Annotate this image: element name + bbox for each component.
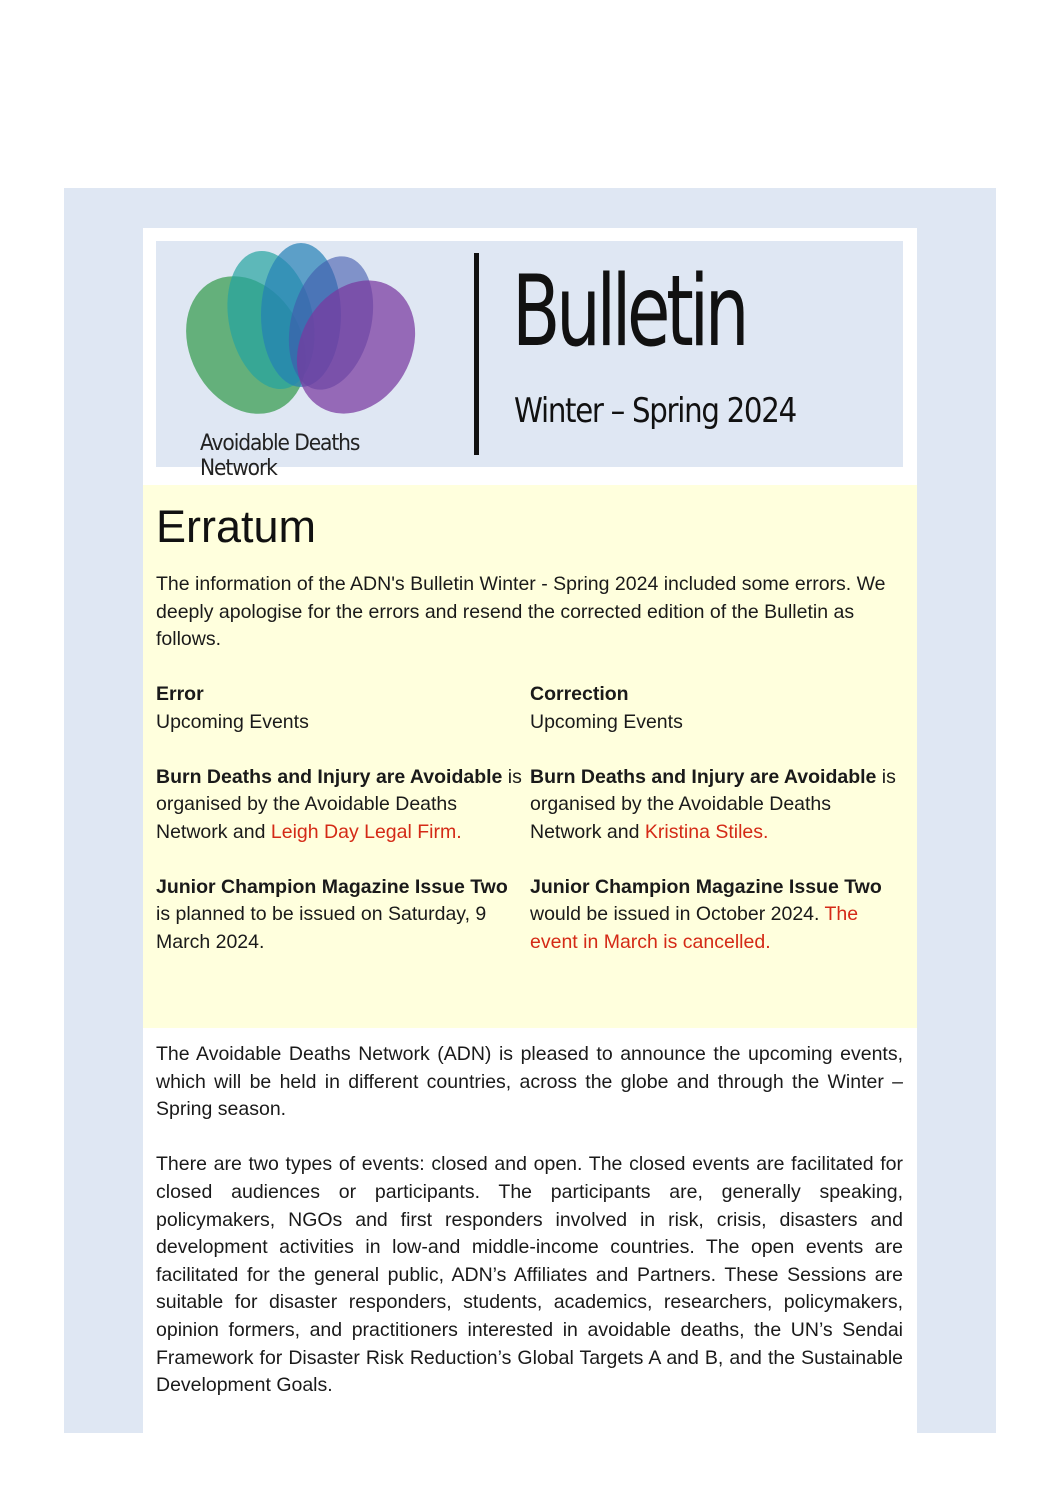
body-paragraph-1: The Avoidable Deaths Network (ADN) is pleased to announce the upcoming events, which will be held in different countries, across the globe and through the Winter – Spring season. [156, 1043, 903, 1121]
erratum-box [143, 485, 917, 1028]
correction-item-magazine: Junior Champion Magazine Issue Two would be issued in October 2024. The event in March is cancelled. [530, 875, 882, 953]
banner-divider [474, 253, 479, 455]
error-column [156, 681, 526, 984]
error-item-magazine: Junior Champion Magazine Issue Two is planned to be issued on Saturday, 9 March 2024. [156, 875, 508, 953]
article-body [156, 1041, 903, 1427]
error-heading: Error [156, 683, 204, 705]
correction-cancel-note: The event in March is cancelled. [530, 903, 859, 953]
bulletin-title: Bulletin [512, 255, 746, 369]
error-section: Upcoming Events [156, 710, 309, 733]
correction-column [530, 681, 900, 984]
adn-logo-petals-icon [176, 245, 436, 430]
bulletin-subtitle: Winter – Spring 2024 [514, 391, 796, 431]
logo-wordmark: Avoidable Deaths Network [200, 431, 360, 481]
erratum-heading: Erratum [156, 501, 317, 552]
erratum-intro: The information of the ADN's Bulletin Winter - Spring 2024 included some errors. We deeply apologise for the errors and resend the corrected edition of the Bulletin as follows. [156, 573, 886, 650]
correction-heading: Correction [530, 683, 629, 705]
body-paragraph-2: There are two types of events: closed and open. The closed events are facilitated for closed audiences or participants. The participants are, generally speaking, policymakers, NGOs and first responders involved in risk, crisis, disasters and development activities in low-and middle-income countries. The open events are facilitated for the general public, ADN’s Affiliates and Partners. These Sessions are suitable for disaster responders, students, academics, researchers, policymakers, opinion formers, and practitioners interested in avoidable deaths, the UN’s Sendai Framework for Disaster Risk Reduction’s Global Targets A and B, and the Sustainable Development Goals. [156, 1153, 903, 1397]
correction-section: Upcoming Events [530, 710, 683, 733]
bulletin-banner [156, 241, 903, 481]
correction-item-burn: Burn Deaths and Injury are Avoidable is organised by the Avoidable Deaths Network and Kristina Stiles. [530, 765, 896, 843]
error-item-burn: Burn Deaths and Injury are Avoidable is organised by the Avoidable Deaths Network and Leigh Day Legal Firm. [156, 765, 522, 843]
correction-highlight: Kristina Stiles. [644, 820, 769, 843]
error-highlight: Leigh Day Legal Firm. [270, 820, 462, 843]
